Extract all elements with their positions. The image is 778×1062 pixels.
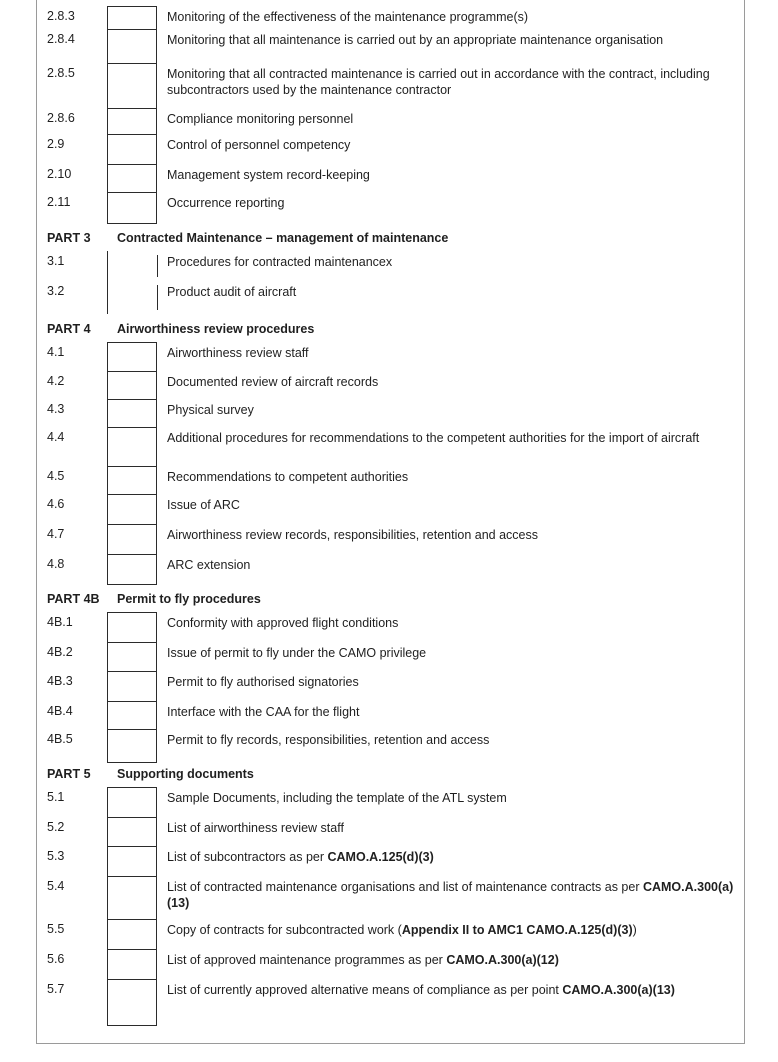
- checklist-row: [37, 729, 744, 762]
- item-number: 4.1: [47, 345, 65, 359]
- checkbox-cell[interactable]: [107, 979, 157, 1026]
- checkbox-cell[interactable]: [107, 554, 157, 585]
- checkbox-cell[interactable]: [107, 729, 157, 763]
- checklist-row: [37, 494, 744, 524]
- item-description: Product audit of aircraft: [167, 285, 297, 299]
- regulation-reference: CAMO.A.125(d)(3): [327, 850, 434, 864]
- item-description: Issue of ARC: [167, 498, 240, 512]
- item-description: Permit to fly authorised signatories: [167, 675, 359, 689]
- checkbox-cell[interactable]: [107, 134, 157, 165]
- cell-divider-right: [157, 255, 158, 277]
- checkbox-cell[interactable]: [107, 671, 157, 702]
- item-number: 4B.1: [47, 615, 73, 629]
- item-number: 2.10: [47, 167, 72, 181]
- checklist-row: [37, 876, 744, 919]
- section-header-row: [37, 590, 744, 612]
- item-description: Interface with the CAA for the flight: [167, 705, 360, 719]
- item-description: Monitoring that all maintenance is carried out by an appropriate maintenance organisation: [167, 33, 664, 47]
- item-description: Procedures for contracted maintenancex: [167, 255, 393, 269]
- item-description: [167, 982, 735, 998]
- checklist-row: [37, 251, 744, 281]
- item-number: 4.4: [47, 430, 65, 444]
- item-description: Sample Documents, including the template of the ATL system: [167, 791, 507, 805]
- section-header-row: [37, 320, 744, 342]
- description-plain: Copy of contracts for subcontracted work (: [167, 923, 402, 937]
- description-plain: List of approved maintenance programmes as per: [167, 953, 447, 967]
- checklist-row: [37, 164, 744, 192]
- item-number: 2.8.5: [47, 66, 75, 80]
- checklist-row: [37, 979, 744, 1025]
- checkbox-cell[interactable]: [107, 371, 157, 400]
- checkbox-cell[interactable]: [107, 164, 157, 193]
- item-description: Permit to fly records, responsibilities, retention and access: [167, 733, 490, 747]
- regulation-reference: CAMO.A.300(a)(12): [446, 953, 559, 967]
- checklist-row: [37, 846, 744, 876]
- item-number: 4.2: [47, 374, 65, 388]
- item-number: 5.5: [47, 922, 65, 936]
- section-header-row: [37, 229, 744, 251]
- item-description: Airworthiness review records, responsibilities, retention and access: [167, 528, 538, 542]
- checklist-row: [37, 427, 744, 466]
- item-number: 5.7: [47, 982, 65, 996]
- checkbox-cell[interactable]: [107, 466, 157, 495]
- checkbox-cell[interactable]: [107, 817, 157, 847]
- item-description: Physical survey: [167, 403, 254, 417]
- checklist-row: [37, 642, 744, 671]
- section-title: Supporting documents: [117, 767, 254, 781]
- item-number: 2.9: [47, 137, 65, 151]
- item-description: [167, 879, 735, 911]
- checklist-row: [37, 949, 744, 979]
- item-number: 4B.2: [47, 645, 73, 659]
- checklist-row: [37, 466, 744, 494]
- checklist-row: [37, 671, 744, 701]
- item-number: 2.11: [47, 195, 71, 209]
- item-number: 5.6: [47, 952, 65, 966]
- checklist-row: [37, 701, 744, 729]
- checkbox-cell[interactable]: [107, 701, 157, 730]
- item-number: 4.3: [47, 402, 65, 416]
- checklist-row: [37, 817, 744, 846]
- checkbox-cell[interactable]: [107, 399, 157, 428]
- checklist-row: [37, 6, 744, 29]
- checklist-row: [37, 919, 744, 949]
- section-title: Airworthiness review procedures: [117, 322, 315, 336]
- checkbox-cell[interactable]: [107, 108, 157, 135]
- checkbox-cell[interactable]: [107, 524, 157, 555]
- item-number: 2.8.4: [47, 32, 75, 46]
- item-number: 4.7: [47, 527, 65, 541]
- checkbox-cell[interactable]: [107, 6, 157, 30]
- item-description: Control of personnel competency: [167, 138, 351, 152]
- checklist-row: [37, 342, 744, 371]
- document-page: [36, 0, 745, 1044]
- item-number: 5.1: [47, 790, 65, 804]
- section-header-row: [37, 765, 744, 787]
- checkbox-cell[interactable]: [107, 949, 157, 980]
- section-number: PART 5: [47, 767, 91, 781]
- checkbox-cell[interactable]: [107, 919, 157, 950]
- checkbox-cell[interactable]: [107, 876, 157, 920]
- checkbox-cell[interactable]: [107, 192, 157, 224]
- checklist-row: [37, 281, 744, 314]
- description-plain: List of currently approved alternative means of compliance as per point: [167, 983, 563, 997]
- item-description: Compliance monitoring personnel: [167, 112, 354, 126]
- section-number: PART 3: [47, 231, 91, 245]
- checkbox-cell[interactable]: [107, 63, 157, 109]
- item-description: Documented review of aircraft records: [167, 375, 379, 389]
- item-description: Monitoring of the effectiveness of the maintenance programme(s): [167, 10, 529, 24]
- section-title: Contracted Maintenance – management of maintenance: [117, 231, 449, 245]
- checklist-row: [37, 787, 744, 817]
- item-description: [167, 952, 735, 968]
- item-description: Management system record-keeping: [167, 168, 370, 182]
- item-description: Issue of permit to fly under the CAMO privilege: [167, 646, 427, 660]
- regulation-reference: CAMO.A.300(a)(13): [562, 983, 675, 997]
- checklist-row: [37, 29, 744, 63]
- checklist-row: [37, 108, 744, 134]
- item-number: 4B.4: [47, 704, 73, 718]
- item-description: Monitoring that all contracted maintenance is carried out in accordance with the contract, including subcontractors used by the maintenance contractor: [167, 67, 710, 97]
- item-number: 4B.3: [47, 674, 73, 688]
- item-number: 4.5: [47, 469, 65, 483]
- checkbox-cell[interactable]: [107, 342, 157, 372]
- item-description: List of airworthiness review staff: [167, 821, 344, 835]
- checkbox-cell[interactable]: [107, 427, 157, 467]
- section-number: PART 4B: [47, 592, 100, 606]
- description-plain: List of subcontractors as per: [167, 850, 328, 864]
- checklist-row: [37, 192, 744, 223]
- checklist-row: [37, 63, 744, 108]
- item-number: 2.8.3: [47, 9, 75, 23]
- item-number: 5.4: [47, 879, 65, 893]
- item-number: 3.1: [47, 254, 65, 268]
- regulation-reference: CAMO.A.300(a)(13): [167, 880, 734, 910]
- item-description: Recommendations to competent authorities: [167, 470, 409, 484]
- item-number: 5.3: [47, 849, 65, 863]
- cell-divider-right: [157, 285, 158, 310]
- item-number: 4B.5: [47, 732, 73, 746]
- checkbox-cell[interactable]: [107, 787, 157, 818]
- description-suffix: ): [632, 923, 637, 937]
- section-number: PART 4: [47, 322, 91, 336]
- checkbox-cell[interactable]: [107, 494, 157, 525]
- checklist-row: [37, 399, 744, 427]
- item-number: 5.2: [47, 820, 65, 834]
- cell-divider-left: [107, 281, 108, 314]
- checkbox-cell[interactable]: [107, 612, 157, 643]
- item-number: 4.8: [47, 557, 65, 571]
- checkbox-cell[interactable]: [107, 29, 157, 64]
- item-number: 4.6: [47, 497, 65, 511]
- checklist-row: [37, 612, 744, 642]
- cell-divider-left: [107, 251, 108, 281]
- item-description: Additional procedures for recommendations to the competent authorities for the import of aircraft: [167, 431, 700, 445]
- checkbox-cell[interactable]: [107, 846, 157, 877]
- description-plain: List of contracted maintenance organisations and list of maintenance contracts as per: [167, 880, 643, 894]
- item-description: Conformity with approved flight conditions: [167, 616, 399, 630]
- item-description: Occurrence reporting: [167, 196, 285, 210]
- item-number: 2.8.6: [47, 111, 75, 125]
- item-description: Airworthiness review staff: [167, 346, 309, 360]
- checkbox-cell[interactable]: [107, 642, 157, 672]
- checklist-row: [37, 371, 744, 399]
- checklist-row: [37, 524, 744, 554]
- item-description: [167, 922, 735, 938]
- checklist-row: [37, 134, 744, 164]
- item-description: [167, 849, 735, 865]
- section-title: Permit to fly procedures: [117, 592, 261, 606]
- item-description: ARC extension: [167, 558, 251, 572]
- regulation-reference: Appendix II to AMC1 CAMO.A.125(d)(3): [401, 923, 633, 937]
- checklist-row: [37, 554, 744, 584]
- item-number: 3.2: [47, 284, 65, 298]
